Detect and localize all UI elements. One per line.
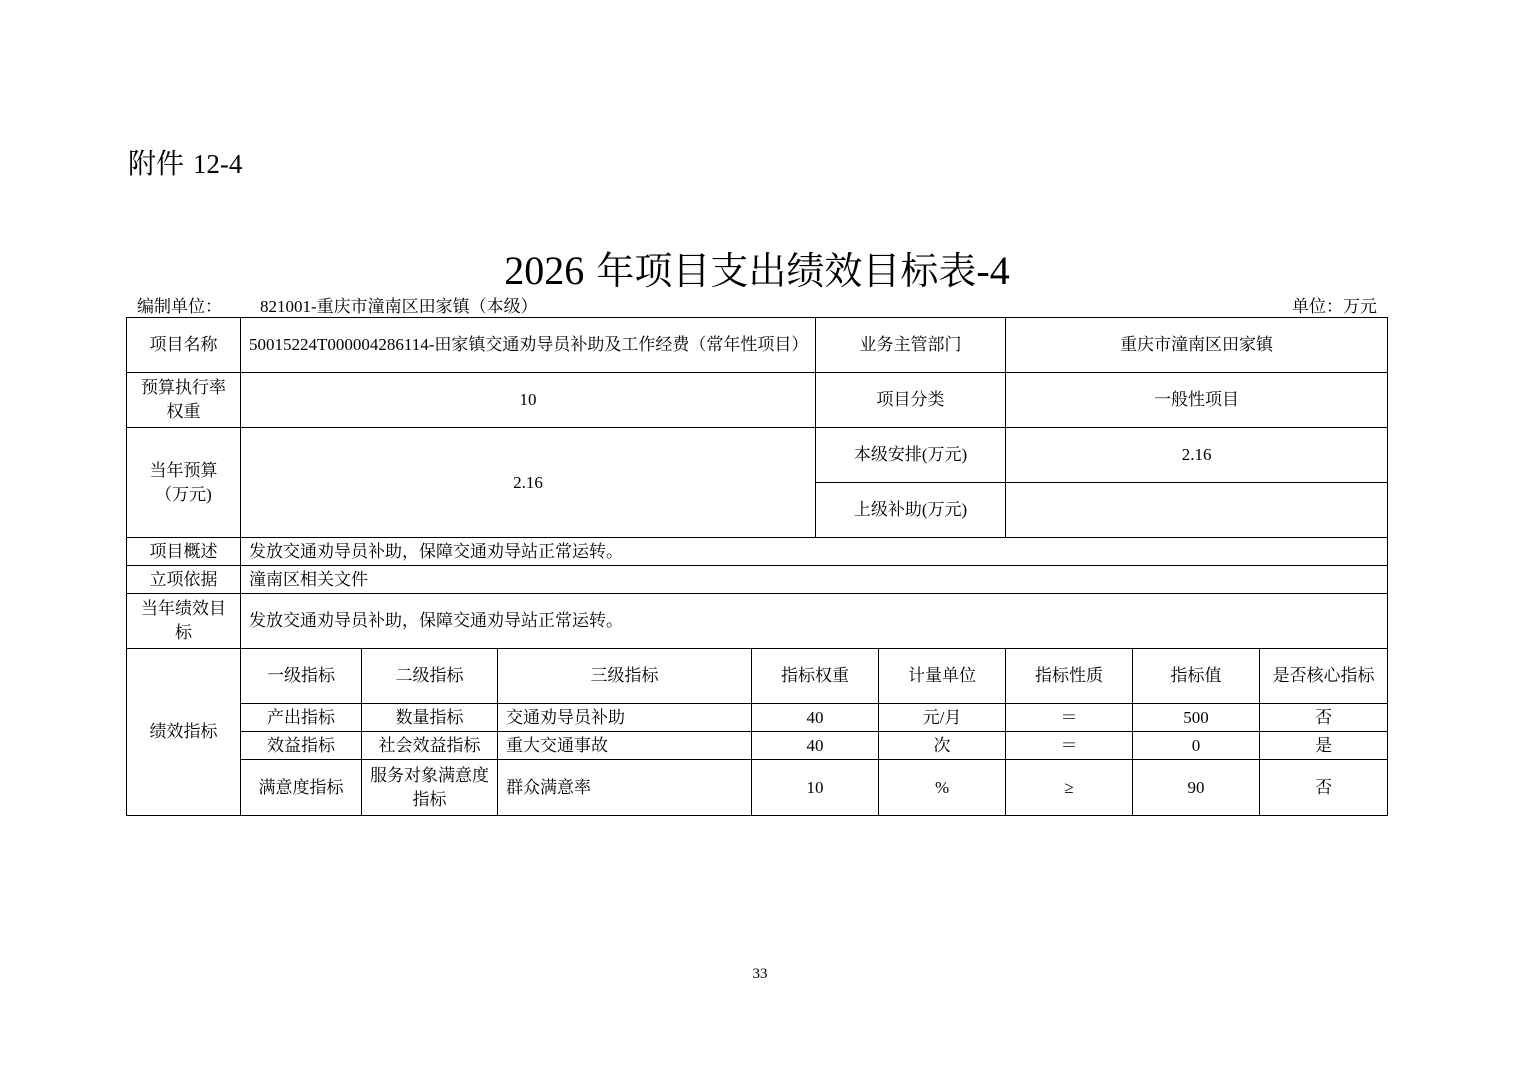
local-label: 本级安排(万元) [816,428,1006,483]
indicator-nature: ＝ [1006,704,1133,732]
org-value: 821001-重庆市潼南区田家镇（本级） [260,297,538,316]
project-name-value: 50015224T000004286114-田家镇交通劝导员补助及工作经费（常年性项目） [241,318,816,373]
title-year: 2026 [504,248,585,293]
indicator-value: 500 [1133,704,1260,732]
header-core: 是否核心指标 [1260,649,1388,704]
indicator-level1: 满意度指标 [241,760,362,816]
indicator-core: 否 [1260,760,1388,816]
table-row [127,732,1388,760]
indicator-core: 否 [1260,704,1388,732]
row-goal [127,594,1388,649]
budget-value: 2.16 [241,428,816,538]
title-text: 年项目支出绩效目标表 [584,249,977,293]
indicator-nature: ＝ [1006,732,1133,760]
indicator-level1: 产出指标 [241,704,362,732]
page-number: 33 [752,966,768,982]
indicator-level3: 重大交通事故 [498,732,752,760]
weight-label: 预算执行率权重 [127,373,241,428]
title-suffix: -4 [976,248,1010,293]
indicator-level1: 效益指标 [241,732,362,760]
row-weight [127,373,1388,428]
header-level3: 三级指标 [498,649,752,704]
category-label: 项目分类 [816,373,1006,428]
attachment-label [128,142,242,182]
indicator-level2: 服务对象满意度指标 [362,760,498,816]
row-basis [127,566,1388,594]
indicator-weight: 10 [752,760,879,816]
org-label: 编制单位： [137,297,222,316]
indicator-level2: 社会效益指标 [362,732,498,760]
attachment-number: 12-4 [192,149,243,179]
header-nature: 指标性质 [1006,649,1133,704]
unit-info: 单位：万元 [1292,297,1377,316]
indicator-value: 0 [1133,732,1260,760]
indicator-level2: 数量指标 [362,704,498,732]
dept-label: 业务主管部门 [816,318,1006,373]
category-value: 一般性项目 [1006,373,1388,428]
indicator-level3: 交通劝导员补助 [498,704,752,732]
weight-value: 10 [241,373,816,428]
header-level2: 二级指标 [362,649,498,704]
org-info [137,292,538,317]
upper-label: 上级补助(万元) [816,483,1006,538]
basis-value: 潼南区相关文件 [241,566,1388,594]
local-value: 2.16 [1006,428,1388,483]
indicator-header-row [127,649,1388,704]
row-budget [127,428,1388,483]
overview-label: 项目概述 [127,538,241,566]
indicator-weight: 40 [752,704,879,732]
performance-table [126,317,1388,816]
dept-value: 重庆市潼南区田家镇 [1006,318,1388,373]
indicator-weight: 40 [752,732,879,760]
table-row [127,704,1388,732]
goal-label: 当年绩效目标 [127,594,241,649]
budget-label: 当年预算（万元) [127,428,241,538]
indicators-label: 绩效指标 [127,649,241,816]
basis-label: 立项依据 [127,566,241,594]
attachment-prefix: 附件 [128,147,185,180]
row-project-name [127,318,1388,373]
header-level1: 一级指标 [241,649,362,704]
indicator-level3: 群众满意率 [498,760,752,816]
row-overview [127,538,1388,566]
upper-value [1006,483,1388,538]
indicator-unit: 元/月 [879,704,1006,732]
indicator-unit: 次 [879,732,1006,760]
indicator-nature: ≥ [1006,760,1133,816]
indicator-core: 是 [1260,732,1388,760]
header-weight: 指标权重 [752,649,879,704]
header-value: 指标值 [1133,649,1260,704]
goal-value: 发放交通劝导员补助，保障交通劝导站正常运转。 [241,594,1388,649]
table-row [127,760,1388,816]
indicator-value: 90 [1133,760,1260,816]
page-title [0,240,1514,295]
project-name-label: 项目名称 [127,318,241,373]
header-unit: 计量单位 [879,649,1006,704]
indicator-unit: % [879,760,1006,816]
overview-value: 发放交通劝导员补助，保障交通劝导站正常运转。 [241,538,1388,566]
